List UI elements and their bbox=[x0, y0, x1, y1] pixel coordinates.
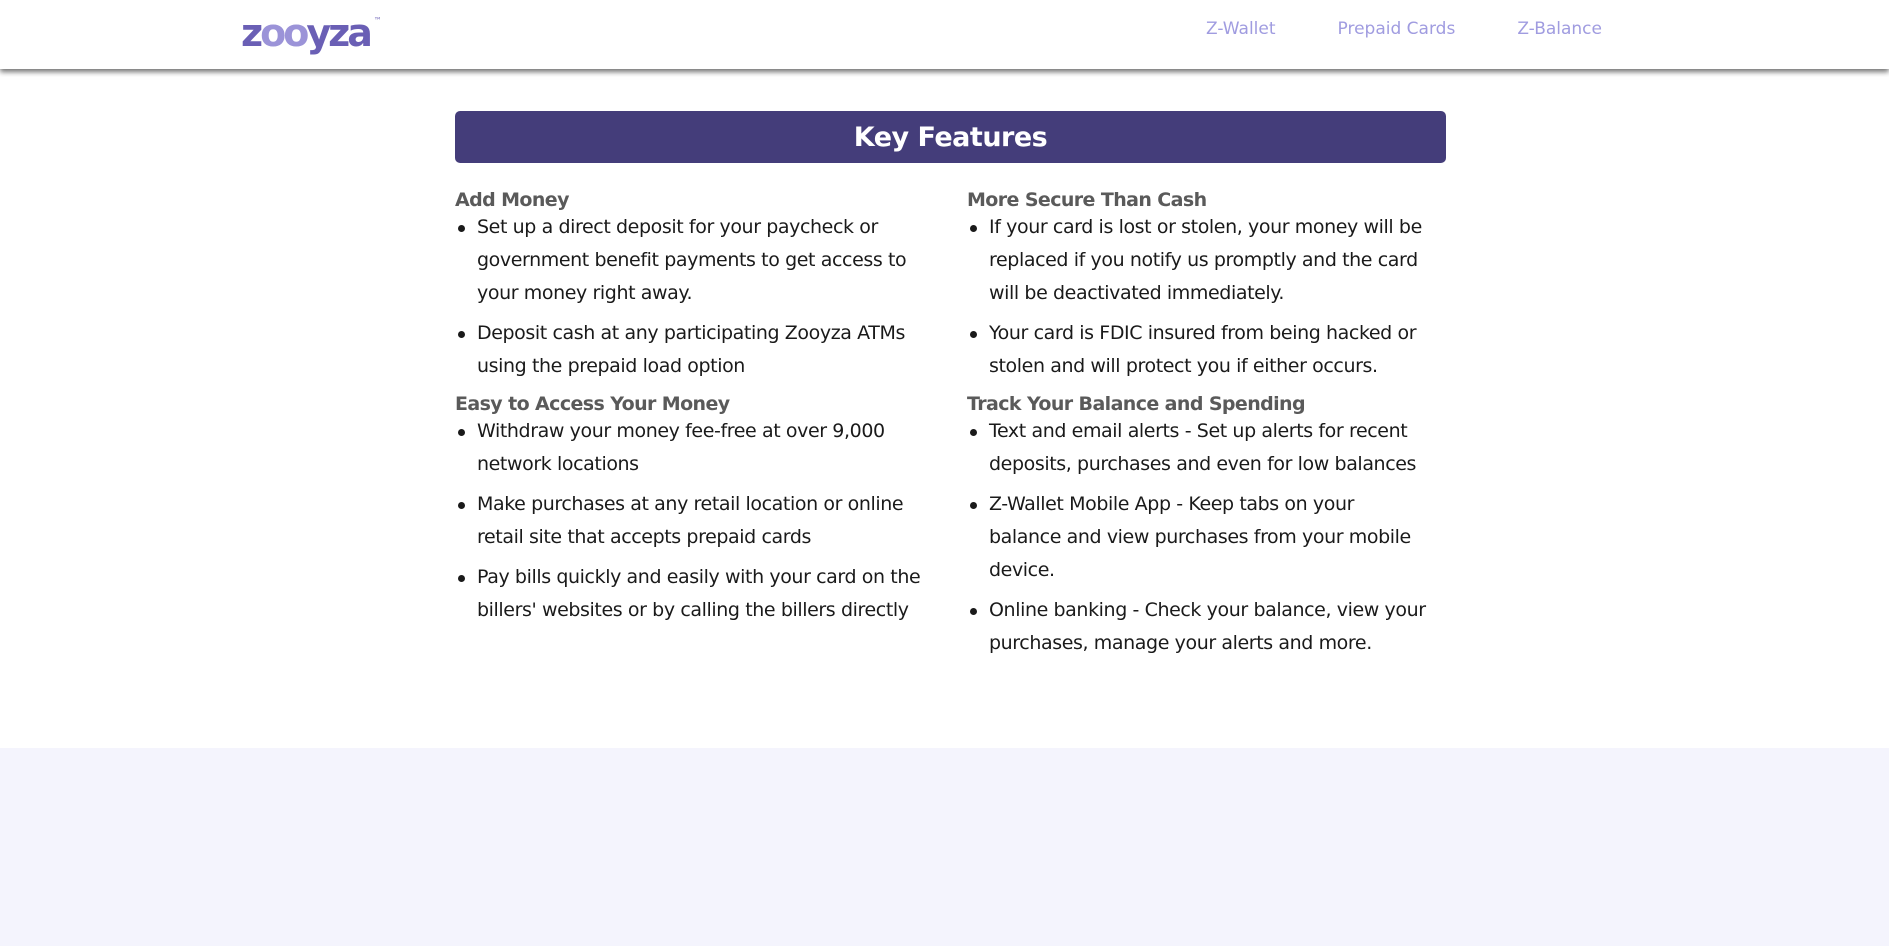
feature-item: Text and email alerts - Set up alerts for recent deposits, purchases and even for low balances bbox=[967, 415, 1446, 481]
feature-list bbox=[455, 211, 967, 383]
feature-group-title: Add Money bbox=[455, 189, 569, 211]
feature-list bbox=[967, 415, 1446, 660]
key-features-banner bbox=[455, 111, 1446, 163]
zooyza-logo[interactable] bbox=[241, 10, 382, 56]
logo-part-oo: oo bbox=[260, 11, 307, 55]
feature-group-title: Easy to Access Your Money bbox=[455, 393, 730, 415]
logo-part-yza: yza bbox=[306, 11, 370, 55]
trademark-symbol: ™ bbox=[373, 16, 382, 25]
feature-group-title: More Secure Than Cash bbox=[967, 189, 1207, 211]
feature-item: Your card is FDIC insured from being hacked or stolen and will protect you if either occurs. bbox=[967, 317, 1446, 383]
feature-item: Set up a direct deposit for your paycheck or government benefit payments to get access to your money right away. bbox=[455, 211, 967, 310]
feature-group-more-secure bbox=[967, 189, 1446, 383]
footer-background-band bbox=[0, 748, 1889, 946]
nav-link-z-wallet[interactable]: Z-Wallet bbox=[1206, 19, 1276, 39]
feature-list bbox=[967, 211, 1446, 383]
section-title: Key Features bbox=[853, 121, 1048, 153]
logo-wordmark bbox=[241, 10, 370, 56]
feature-item: Deposit cash at any participating Zooyza ATMs using the prepaid load option bbox=[455, 317, 967, 383]
feature-item: Pay bills quickly and easily with your card on the billers' websites or by calling the billers directly bbox=[455, 561, 967, 627]
nav-link-z-balance[interactable]: Z-Balance bbox=[1517, 19, 1602, 39]
feature-list bbox=[455, 415, 967, 627]
features-columns bbox=[455, 189, 1446, 670]
features-column-right bbox=[967, 189, 1446, 670]
feature-group-title: Track Your Balance and Spending bbox=[967, 393, 1305, 415]
features-column-left bbox=[455, 189, 967, 670]
feature-item: Z-Wallet Mobile App - Keep tabs on your balance and view purchases from your mobile device. bbox=[967, 488, 1446, 587]
nav-link-prepaid-cards[interactable]: Prepaid Cards bbox=[1337, 19, 1456, 39]
logo-part-z: z bbox=[241, 11, 261, 55]
site-header bbox=[0, 0, 1889, 69]
main-nav bbox=[1206, 19, 1602, 39]
feature-item: Make purchases at any retail location or online retail site that accepts prepaid cards bbox=[455, 488, 967, 554]
feature-group-add-money bbox=[455, 189, 967, 383]
feature-group-track-balance bbox=[967, 393, 1446, 660]
feature-group-easy-access bbox=[455, 393, 967, 627]
key-features-section bbox=[455, 111, 1446, 670]
feature-item: If your card is lost or stolen, your money will be replaced if you notify us promptly and the card will be deactivated immediately. bbox=[967, 211, 1446, 310]
feature-item: Withdraw your money fee-free at over 9,000 network locations bbox=[455, 415, 967, 481]
feature-item: Online banking - Check your balance, view your purchases, manage your alerts and more. bbox=[967, 594, 1446, 660]
